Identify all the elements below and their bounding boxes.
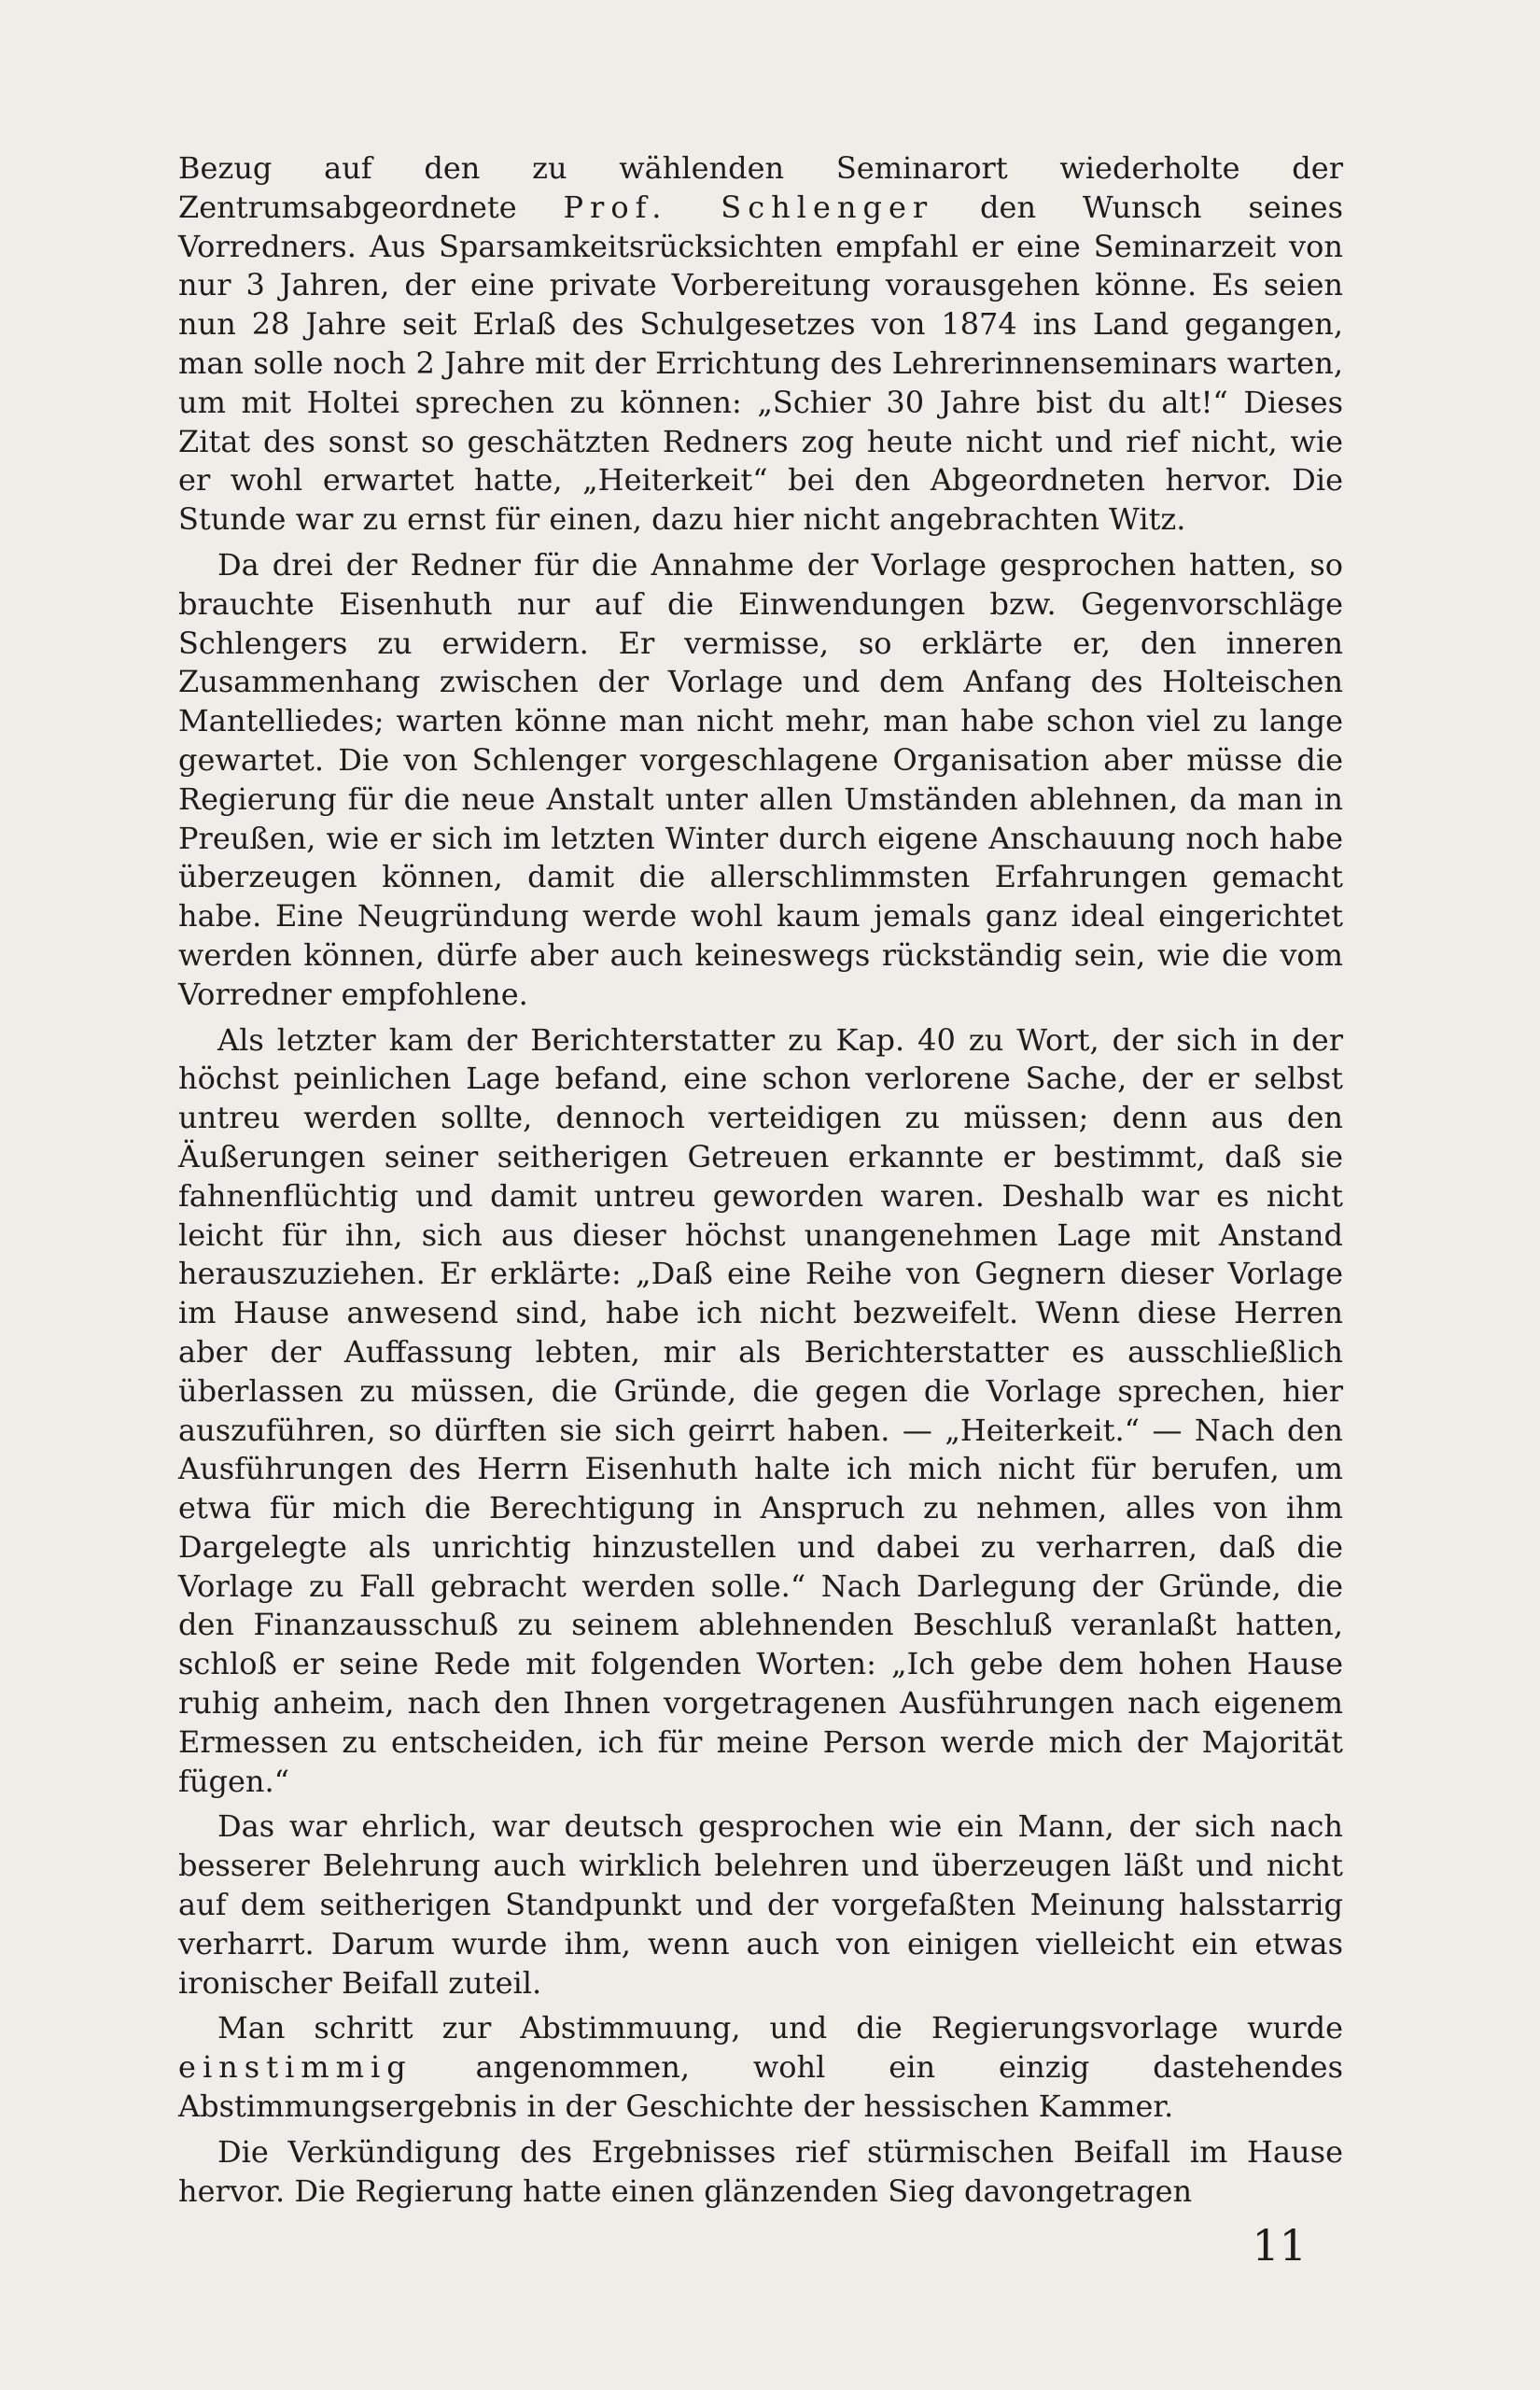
text-run: den Wunsch seines Vorredners. Aus Sparsamkeitsrücksichten empfahl er eine Seminarzeit von nur 3 Jahren, der eine private Vorbereitung vorausgehen könne. Es seien nun 28 Jahre seit Erlaß des Schulgesetzes von 1874 ins Land gegangen, man solle noch 2 Jahre mit der Errichtung des Lehrerinnenseminars warten, um mit Holtei sprechen zu können: „Schier 30 Jahre bist du alt!“ Dieses Zitat des sonst so geschätzten Redners zog heute nicht und rief nicht, wie er wohl erwartet hatte, „Heiterkeit“ bei den Abgeordneten hervor. Die Stunde war zu ernst für einen, dazu hier nicht angebrachten Witz. — [178, 189, 1344, 538]
text-run: Man schritt zur Abstimmuung, und die Regierungsvorlage wurde — [217, 2010, 1343, 2046]
page-number: 11 — [1252, 2220, 1307, 2270]
text-run: Als letzter kam der Berichterstatter zu Kap. 40 zu Wort, der sich in der höchst peinlichen Lage befand, eine schon verlorene Sache, der er selbst untreu werden sollte, dennoch verteidigen zu müssen; denn aus den Äußerungen seiner seitherigen Getreuen erkannte er bestimmt, daß sie fahnenflüchtig und damit untreu geworden waren. Deshalb war es nicht leicht für ihn, sich aus dieser höchst unangenehmen Lage mit Anstand herauszuziehen. Er erklärte: „Daß eine Reihe von Gegnern dieser Vorlage im Hause anwesend sind, habe ich nicht bezweifelt. Wenn diese Herren aber der Auffassung lebten, mir als Berichterstatter es ausschließlich überlassen zu müssen, die Gründe, die gegen die Vorlage sprechen, hier auszuführen, so dürften sie sich geirrt haben. — „Heiterkeit.“ — Nach den Ausführungen des Herrn Eisenhuth halte ich mich nicht für berufen, um etwa für mich die Berechtigung in Anspruch zu nehmen, alles von ihm Dargelegte als unrichtig hinzustellen und dabei zu verharren, daß die Vorlage zu Fall gebracht werden solle.“ Nach Darlegung der Gründe, die den Finanzausschuß zu seinem ablehnenden Beschluß veranlaßt hatten, schloß er seine Rede mit folgenden Worten: „Ich gebe dem hohen Hause ruhig anheim, nach den Ihnen vorgetragenen Ausführungen nach eigenem Ermessen zu entscheiden, ich für meine Person werde mich der Majorität fügen.“ — [178, 1021, 1343, 1799]
text-run: Die Verkündigung des Ergebnisses rief stürmischen Beifall im Hause hervor. Die Regierung hatte einen glänzenden Sieg davongetragen — [178, 2133, 1343, 2209]
text-run: Bezug auf den zu wählenden Seminarort wiederholte der Zentrumsabgeordnete — [178, 150, 1343, 225]
text-run: Da drei der Redner für die Annahme der Vorlage gesprochen hatten, so brauchte Eisenhuth nur auf die Einwendungen bzw. Gegenvorschläge Schlengers zu erwidern. Er vermisse, so erklärte er, den inneren Zusammenhang zwischen der Vorlage und dem Anfang des Holteischen Mantelliedes; warten könne man nicht mehr, man habe schon viel zu lange gewartet. Die von Schlenger vorgeschlagene Organisation aber müsse die Regierung für die neue Anstalt unter allen Umständen ablehnen, da man in Preußen, wie er sich im letzten Winter durch eigene Anschauung noch habe überzeugen können, damit die allerschlimmsten Erfahrungen gemacht habe. Eine Neugründung werde wohl kaum jemals ganz ideal eingerichtet werden können, dürfe aber auch keineswegs rückständig sein, wie die vom Vorredner empfohlene. — [178, 546, 1343, 1012]
paragraph-5 — [178, 2009, 1343, 2126]
paragraph-6 — [178, 2133, 1343, 2212]
spaced-word-einstimmig: einstimmig — [178, 2049, 413, 2086]
text-run: angenommen, wohl ein einzig dastehendes Abstimmungsergebnis in der Geschichte der hessischen Kammer. — [178, 2049, 1343, 2125]
paragraph-4 — [178, 1807, 1343, 2003]
paragraph-1 — [178, 149, 1343, 540]
paragraph-3 — [178, 1021, 1343, 1802]
body-text — [178, 149, 1343, 2217]
spaced-name-prof-schlenger: Prof. Schlenger — [563, 189, 934, 225]
paragraph-2 — [178, 546, 1343, 1015]
text-run: Das war ehrlich, war deutsch gesprochen wie ein Mann, der sich nach besserer Belehrung auch wirklich belehren und überzeugen läßt und nicht auf dem seitherigen Standpunkt und der vorgefaßten Meinung halsstarrig verharrt. Darum wurde ihm, wenn auch von einigen vielleicht ein etwas ironischer Beifall zuteil. — [178, 1808, 1343, 2001]
